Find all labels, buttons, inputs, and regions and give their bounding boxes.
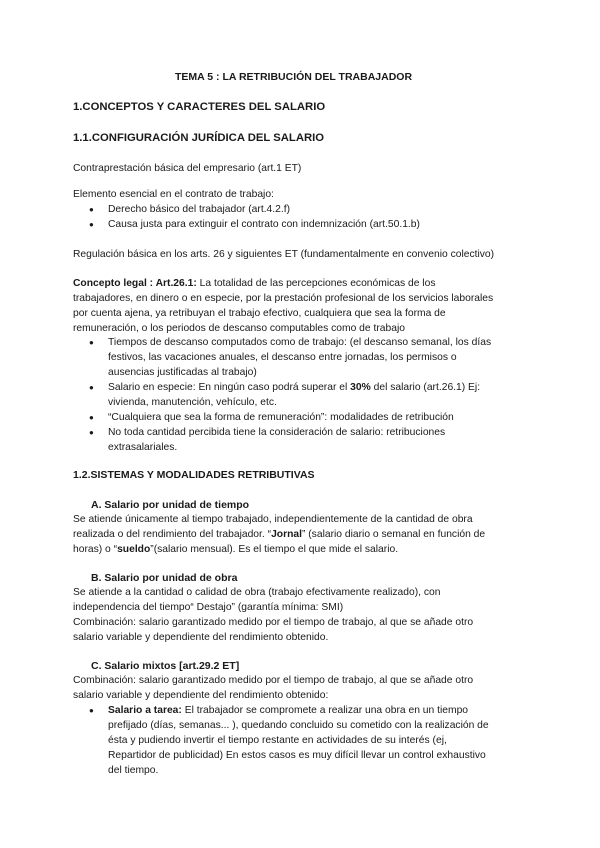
section-b-line: Combinación: salario garantizado medido por el tiempo de trabajo, al que se añade otro	[73, 617, 474, 628]
list-item: Salario a tarea: El trabajador se compromete a realizar una obra en un tiempo	[108, 705, 469, 716]
section-1-2-heading: 1.2.SISTEMAS Y MODALIDADES RETRIBUTIVAS	[73, 469, 315, 481]
bullet-icon: ●	[89, 220, 94, 229]
list-item-cont: festivos, las vacaciones anuales, el descanso entre jornadas, los permisos o	[108, 352, 457, 363]
jornal-term: Jornal	[271, 529, 302, 540]
sueldo-term: sueldo	[117, 544, 151, 555]
elemento-intro: Elemento esencial en el contrato de trabajo:	[73, 189, 274, 200]
list-item-cont: vivienda, manutención, vehículo, etc.	[108, 397, 277, 408]
section-1-heading: 1.CONCEPTOS Y CARACTERES DEL SALARIO	[73, 101, 326, 113]
concepto-label: Concepto legal : Art.26.1:	[73, 278, 197, 289]
section-c-heading: C. Salario mixtos [art.29.2 ET]	[91, 660, 240, 672]
list-item-cont: prefijado (días, semanas... ), quedando concluido su cometido con la realización de	[108, 720, 489, 731]
bullet-icon: ●	[89, 205, 94, 214]
list-item: Tiempos de descanso computados como de trabajo: (el descanso semanal, los días	[108, 337, 492, 348]
section-b-line: Se atiende a la cantidad o calidad de obra (trabajo efectivamente realizado), con	[73, 587, 441, 598]
section-b-line: salario variable y dependiente del rendimiento obtenido.	[73, 632, 329, 643]
section-a-line: Se atiende únicamente al tiempo trabajado, independientemente de la cantidad de obra	[73, 514, 473, 525]
list-item: Salario en especie: En ningún caso podrá superar el 30% del salario (art.26.1) Ej:	[108, 382, 481, 393]
list-item-cont: ausencias justificadas al trabajo)	[108, 367, 257, 378]
list-item: “Cualquiera que sea la forma de remuneración”: modalidades de retribución	[108, 412, 454, 423]
section-b-heading: B. Salario por unidad de obra	[91, 572, 238, 584]
list-item: No toda cantidad percibida tiene la consideración de salario: retribuciones	[108, 427, 446, 438]
section-a-line: horas) o “sueldo”(salario mensual). Es el tiempo el que mide el salario.	[73, 544, 399, 555]
salario-tarea-label: Salario a tarea:	[108, 705, 182, 716]
section-c-line: Combinación: salario garantizado medido por el tiempo de trabajo, al que se añade otro	[73, 675, 474, 686]
list-item: Derecho básico del trabajador (art.4.2.f)	[108, 204, 291, 215]
bullet-icon: ●	[89, 706, 94, 715]
bullet-icon: ●	[89, 428, 94, 437]
list-item-cont: del tiempo.	[108, 765, 159, 776]
list-item-cont: extrasalariales.	[108, 442, 178, 453]
section-b-line: independencia del tiempo“ Destajo” (garantía mínima: SMI)	[73, 602, 344, 613]
section-a-heading: A. Salario por unidad de tiempo	[91, 499, 250, 511]
concepto-line-2: trabajadores, en dinero o en especie, por la prestación profesional de los servicios laborales	[73, 293, 494, 304]
list-item-cont: Repartidor de publicidad) En estos casos es muy difícil llevar un control exhaustivo	[108, 750, 486, 761]
section-a-line: realizada o del rendimiento del trabajador. “Jornal” (salario diario o semanal en función de	[73, 529, 486, 540]
concepto-line-3: por cuenta ajena, ya retribuyan el trabajo efectivo, cualquiera que sea la forma de	[73, 308, 446, 319]
section-1-1-heading: 1.1.CONFIGURACIÓN JURÍDICA DEL SALARIO	[73, 132, 325, 144]
concepto-line-1: Concepto legal : Art.26.1: La totalidad de las percepciones económicas de los	[73, 278, 436, 289]
document-title: TEMA 5 : LA RETRIBUCIÓN DEL TRABAJADOR	[175, 71, 413, 83]
bullet-icon: ●	[89, 338, 94, 347]
concepto-line-4: remuneración, o los periodos de descanso computables como de trabajo	[73, 323, 405, 334]
contraprestacion-paragraph: Contraprestación básica del empresario (art.1 ET)	[73, 163, 302, 174]
bullet-icon: ●	[89, 383, 94, 392]
regulacion-paragraph: Regulación básica en los arts. 26 y siguientes ET (fundamentalmente en convenio colectivo)	[73, 249, 495, 260]
bullet-icon: ●	[89, 413, 94, 422]
percentage-value: 30%	[350, 382, 371, 393]
list-item: Causa justa para extinguir el contrato con indemnización (art.50.1.b)	[108, 219, 420, 230]
section-c-line: salario variable y dependiente del rendimiento obtenido:	[73, 690, 329, 701]
list-item-cont: ésta y pudiendo invertir el tiempo restante en actividades de su interés (ej,	[108, 735, 447, 746]
